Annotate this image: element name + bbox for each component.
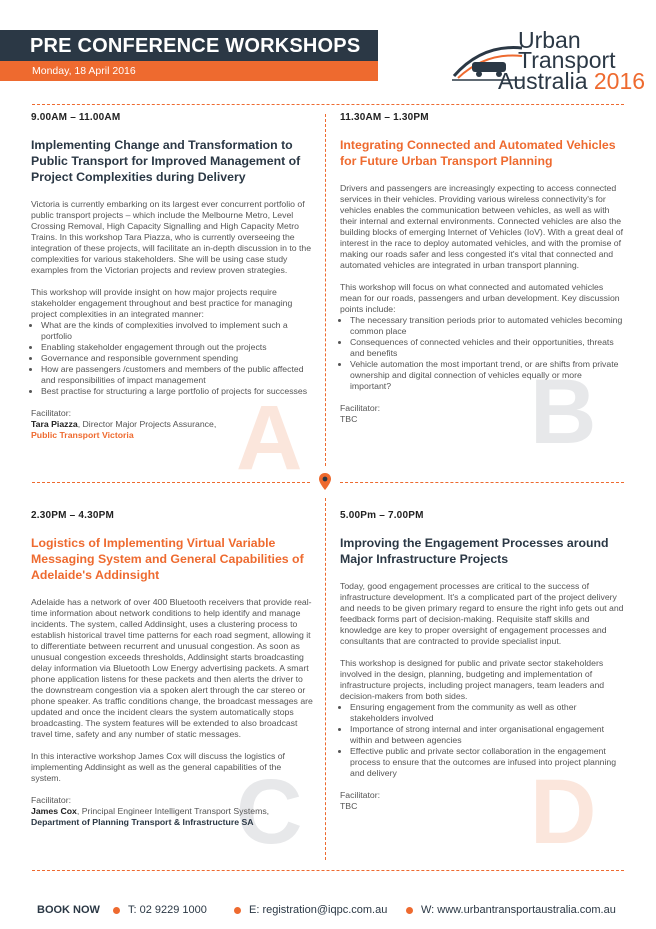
divider-vertical-bottom xyxy=(325,498,326,860)
bullet-item: • Importance of strong internal and inter organisational engagement within and between agencies xyxy=(350,724,625,746)
bullet-item: • What are the kinds of complexities involved to implement such a portfolio xyxy=(41,320,313,342)
facilitator-label: Facilitator: xyxy=(31,795,72,805)
facilitator-name: Tara Piazza xyxy=(31,419,78,429)
watermark-letter-c: C xyxy=(236,761,303,863)
facilitator-role: , Principal Engineer Intelligent Transport Systems, xyxy=(76,806,270,816)
bullet-item: • The necessary transition periods prior to automated vehicles becoming common place xyxy=(350,315,625,337)
footer-bar xyxy=(0,896,656,924)
facilitator-label: Facilitator: xyxy=(340,790,381,800)
workshop-paragraph: This workshop will focus on what connected and automated vehicles mean for our roads, passengers and urban development. Key discussion points include: xyxy=(340,282,620,314)
workshop-time: 11.30AM – 1.30PM xyxy=(340,112,429,123)
watermark-letter-d: D xyxy=(530,761,597,863)
workshop-time: 2.30PM – 4.30PM xyxy=(31,510,115,521)
event-date: Monday, 18 April 2016 xyxy=(32,65,136,77)
facilitator xyxy=(31,795,313,828)
facilitator-name: James Cox xyxy=(31,806,77,816)
workshop-title: Implementing Change and Transformation to Public Transport for Improved Management of Project Complexities during Delivery xyxy=(31,138,301,184)
workshop-paragraph: Drivers and passengers are increasingly expecting to access connected services in their vehicles. Providing various wireless connectivity's for vehicles enables the communication between vehicles, as well as with their internal and external environments. Connected vehicles are also the building blocks of emerging Internet of Vehicles (IoV). With a great deal of interest in the race to deploy automated vehicles, and with the promise of making our roads safer and less congested it's vital that connected and automated vehicles are integrated in urban transport planning. xyxy=(340,183,623,270)
bullet-dot-icon xyxy=(234,907,241,914)
logo-year: 2016 xyxy=(593,68,646,94)
facilitator-tbc: TBC xyxy=(340,414,358,424)
facilitator xyxy=(340,403,625,425)
workshop-paragraph: Adelaide has a network of over 400 Bluetooth receivers that provide real-time information about network conditions to help identify and manage incidents. The system, called Addinsight, uses a clustering process to establish historical travel time patterns for each road segment, allowing it to differentiate between recurrent and unusual congestion. As soon as unusual congestion exceeds thresholds, Addinsight starts broadcasting delay information via Bluetooth Low Energy advertising packets. A smart phone application listens for these packets and then alerts the driver to the downstream congestion via a spoken alert through the car stereo or phone speaker. As traffic conditions change, the broadcast messages are updated and once the incident clears the system automatically stops broadcasting. The system features will be extended to also broadcast travel time, safety and any number of static messages. xyxy=(31,597,313,739)
bullet-item: • Enabling stakeholder engagement through out the projects xyxy=(41,342,313,353)
bullet-item: • How are passengers /customers and members of the public affected and responsibilities of impact management xyxy=(41,364,313,386)
bullet-dot-icon xyxy=(113,907,120,914)
workshop-paragraph: This workshop is designed for public and private sector stakeholders involved in the design, planning, budgeting and implementation of infrastructure projects, including project managers, team leaders and decision-makers from both sides. xyxy=(340,658,605,701)
facilitator xyxy=(340,790,625,812)
workshop-bullets xyxy=(340,702,625,779)
facilitator-org: Department of Planning Transport & Infrastructure SA xyxy=(31,817,254,827)
book-now-link[interactable]: BOOK NOW xyxy=(37,904,100,916)
workshop-paragraph: This workshop will provide insight on how major projects require stakeholder engagement throughout and best practice for managing project complexities in an integrated manner: xyxy=(31,287,293,319)
facilitator-org: Public Transport Victoria xyxy=(31,430,134,440)
footer-phone: T: 02 9229 1000 xyxy=(128,904,207,916)
logo-word-urban: Urban xyxy=(518,27,581,53)
bullet-item: • Effective public and private sector collaboration in the engagement process to ensure that the outcomes are infused into project planning and delivery xyxy=(350,746,625,779)
bullet-item: • Consequences of connected vehicles and their opportunities, threats and benefits xyxy=(350,337,625,359)
workshop-paragraph: Victoria is currently embarking on its largest ever concurrent portfolio of public transport projects – which include the Melbourne Metro, Level Crossing Removal, High Capacity Signalling and High Capacity Metro Trains. In this workshop Tara Piazza, who is currently overseeing the integration of these projects, will facilitate an in-depth discussion in to the complexities for various stakeholders. She will be using case study examples from the Victorian projects and review proven strategies. xyxy=(31,199,312,275)
workshop-body xyxy=(340,581,625,812)
workshop-c xyxy=(31,510,313,828)
footer-web-link[interactable]: W: www.urbantransportaustralia.com.au xyxy=(421,904,616,916)
urban-transport-logo xyxy=(452,27,646,98)
workshop-paragraph: Today, good engagement processes are critical to the success of infrastructure development. It's a complicated part of the project delivery and needs to be given primary regard to ensure the right info gets out and feedback forms part of decision-making. Requisite staff skills and knowledge are key to proper oversight of engagement processes and consultants that are contracted to provide specialist input. xyxy=(340,581,624,646)
footer-email-link[interactable]: E: registration@iqpc.com.au xyxy=(249,904,388,916)
facilitator-label: Facilitator: xyxy=(340,403,381,413)
facilitator-tbc: TBC xyxy=(340,801,358,811)
workshop-time: 5.00Pm – 7.00PM xyxy=(340,510,424,521)
facilitator-role: , Director Major Projects Assurance, xyxy=(77,419,217,429)
workshop-body xyxy=(31,597,313,828)
workshop-body xyxy=(340,183,625,425)
divider-vertical-top xyxy=(325,114,326,466)
workshop-bullets xyxy=(340,315,625,392)
header-banner xyxy=(0,30,378,61)
workshop-title: Improving the Engagement Processes around Major Infrastructure Projects xyxy=(340,536,609,566)
bullet-item: • Best practise for structuring a large portfolio of projects for successes xyxy=(41,386,313,397)
logo-australia: Australia xyxy=(498,68,588,94)
divider-top xyxy=(32,104,624,105)
date-bar xyxy=(0,61,378,81)
page-title: PRE CONFERENCE WORKSHOPS xyxy=(30,35,361,57)
workshop-b xyxy=(340,112,625,425)
workshop-title: Integrating Connected and Automated Vehicles for Future Urban Transport Planning xyxy=(340,138,616,168)
workshop-paragraph: In this interactive workshop James Cox will discuss the logistics of implementing Addinsight as well as the general capabilities of the system. xyxy=(31,751,285,783)
workshop-d xyxy=(340,510,625,812)
divider-middle-right xyxy=(340,482,624,483)
logo-word-australia xyxy=(498,70,645,92)
watermark-letter-b: B xyxy=(530,361,597,463)
watermark-letter-a: A xyxy=(236,387,303,489)
location-pin-icon xyxy=(318,472,332,492)
bullet-item: • Ensuring engagement from the community as well as other stakeholders involved xyxy=(350,702,625,724)
facilitator-label: Facilitator: xyxy=(31,408,72,418)
divider-bottom xyxy=(32,870,624,871)
logo-word-transport: Transport xyxy=(518,47,616,73)
bullet-item: • Vehicle automation the most important trend, or are shifts from private ownership and digital connection of vehicles equally or more important? xyxy=(350,359,625,392)
workshop-bullets xyxy=(31,320,313,397)
workshop-body xyxy=(31,199,313,441)
workshop-title: Logistics of Implementing Virtual Variable Messaging System and General Capabilities of Adelaide's Addinsight xyxy=(31,536,304,582)
bullet-item: • Governance and responsible government spending xyxy=(41,353,313,364)
facilitator xyxy=(31,408,313,441)
bullet-dot-icon xyxy=(406,907,413,914)
workshop-time: 9.00AM – 11.00AM xyxy=(31,112,121,123)
workshop-a xyxy=(31,112,313,441)
